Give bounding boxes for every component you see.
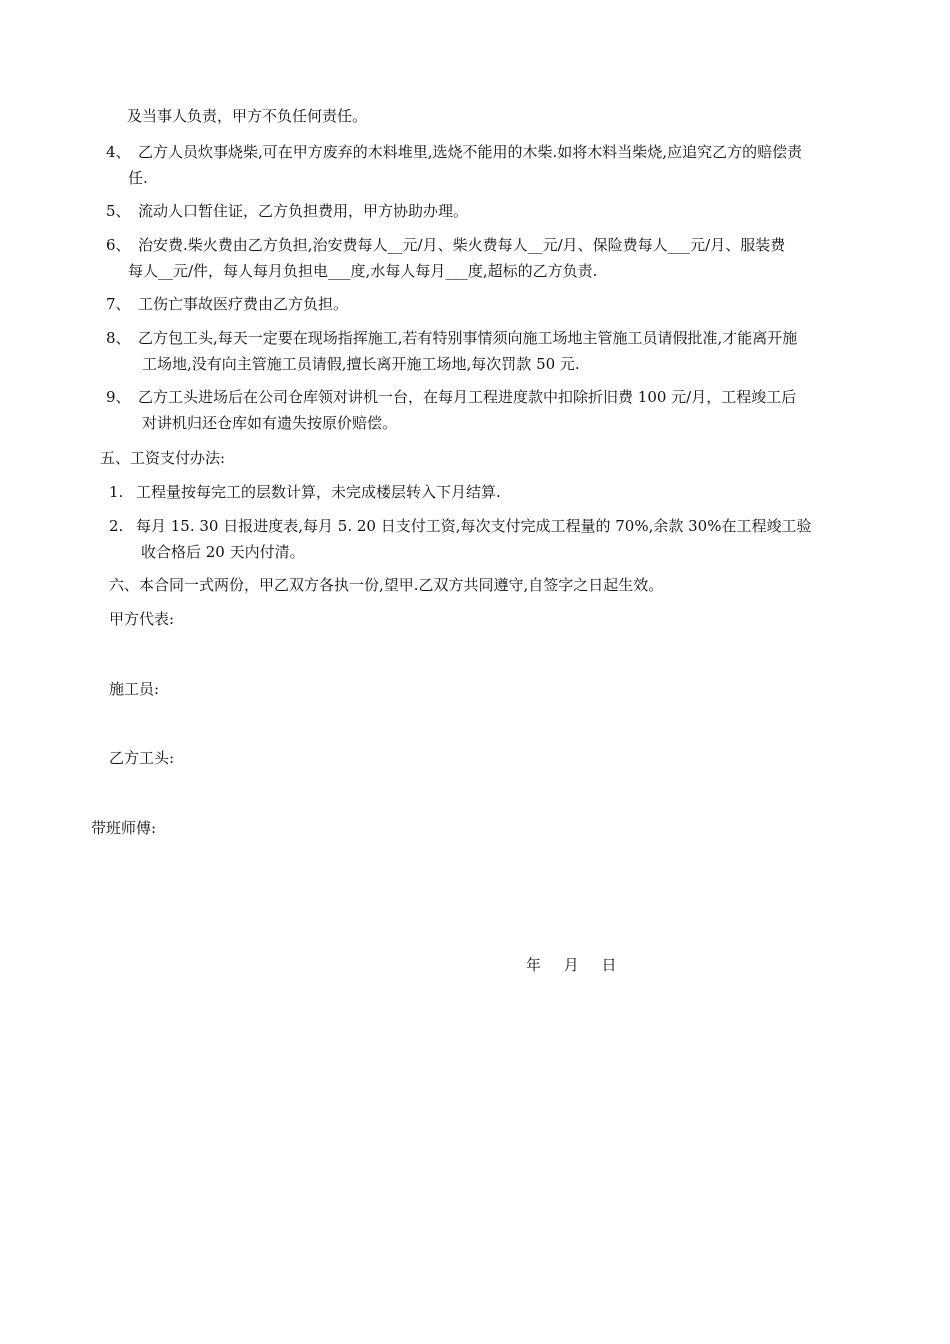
clause-9-number: 9、 <box>106 388 131 406</box>
section-5-item-2-line1: 每月 15. 30 日报进度表,每月 5. 20 日支付工资,每次支付完成工程量的 70%,余款 30%在工程竣工验 <box>136 517 812 535</box>
signature-constructor-label: 施工员: <box>109 680 160 698</box>
signature-party-a-label: 甲方代表: <box>109 610 175 628</box>
section-6-text: 六、本合同一式两份，甲乙双方各执一份,望甲.乙双方共同遵守,自签字之日起生效。 <box>109 576 664 594</box>
section-5-item-2-number: 2. <box>109 517 124 535</box>
section-5-item-1-number: 1. <box>109 483 124 501</box>
clause-6-line1: 治安费.柴火费由乙方负担,治安费每人__元/月、柴火费每人__元/月、保险费每人___元/月、服装费 <box>138 236 786 254</box>
clause-8-number: 8、 <box>106 329 131 347</box>
clause-8-line2: 工场地,没有向主管施工员请假,擅长离开施工场地,每次罚款 50 元. <box>142 355 580 373</box>
clause-9-line1: 乙方工头进场后在公司仓库领对讲机一台，在每月工程进度款中扣除折旧费 100 元/月，工程竣工后 <box>138 388 797 406</box>
clause-7 <box>106 291 888 317</box>
clause-3-tail-text: 及当事人负责，甲方不负任何责任。 <box>127 107 368 125</box>
clause-8-line1: 乙方包工头,每天一定要在现场指挥施工,若有特别事情须向施工场地主管施工员请假批准,才能离开施 <box>138 329 798 347</box>
clause-6-line2: 每人__元/件，每人每月负担电___度,水每人每月___度,超标的乙方负责. <box>128 262 598 280</box>
section-5-item-2-line2: 收合格后 20 天内付清。 <box>141 543 305 561</box>
clause-3-tail <box>127 103 909 129</box>
clause-4-number: 4、 <box>106 143 131 161</box>
clause-5 <box>106 198 888 224</box>
clause-6 <box>106 232 888 284</box>
clause-6-number: 6、 <box>106 236 131 254</box>
section-5-item-1-line1: 工程量按每完工的层数计算，未完成楼层转入下月结算. <box>136 483 501 501</box>
clause-5-line1: 流动人口暂住证，乙方负担费用，甲方协助办理。 <box>138 202 469 220</box>
signature-master-label: 带班师傅: <box>91 819 157 837</box>
clause-5-number: 5、 <box>106 202 131 220</box>
section-5-heading: 五、工资支付办法: <box>100 449 226 467</box>
clause-7-number: 7、 <box>106 295 131 313</box>
section-5-item-2 <box>109 513 891 565</box>
section-5-item-1 <box>109 479 891 505</box>
clause-4-line2: 任. <box>128 169 148 187</box>
clause-9 <box>106 384 888 436</box>
clause-7-line1: 工伤亡事故医疗费由乙方负担。 <box>138 295 349 313</box>
clause-4-line1: 乙方人员炊事烧柴,可在甲方废弃的木料堆里,选烧不能用的木柴.如将木料当柴烧,应追究乙方的赔偿责 <box>138 143 803 161</box>
signing-date: 年 月 日 <box>526 956 618 974</box>
clause-8 <box>106 325 888 377</box>
clause-9-line2: 对讲机归还仓库如有遗失按原价赔偿。 <box>142 414 398 432</box>
signature-party-b-label: 乙方工头: <box>109 749 175 767</box>
clause-4 <box>106 139 888 191</box>
